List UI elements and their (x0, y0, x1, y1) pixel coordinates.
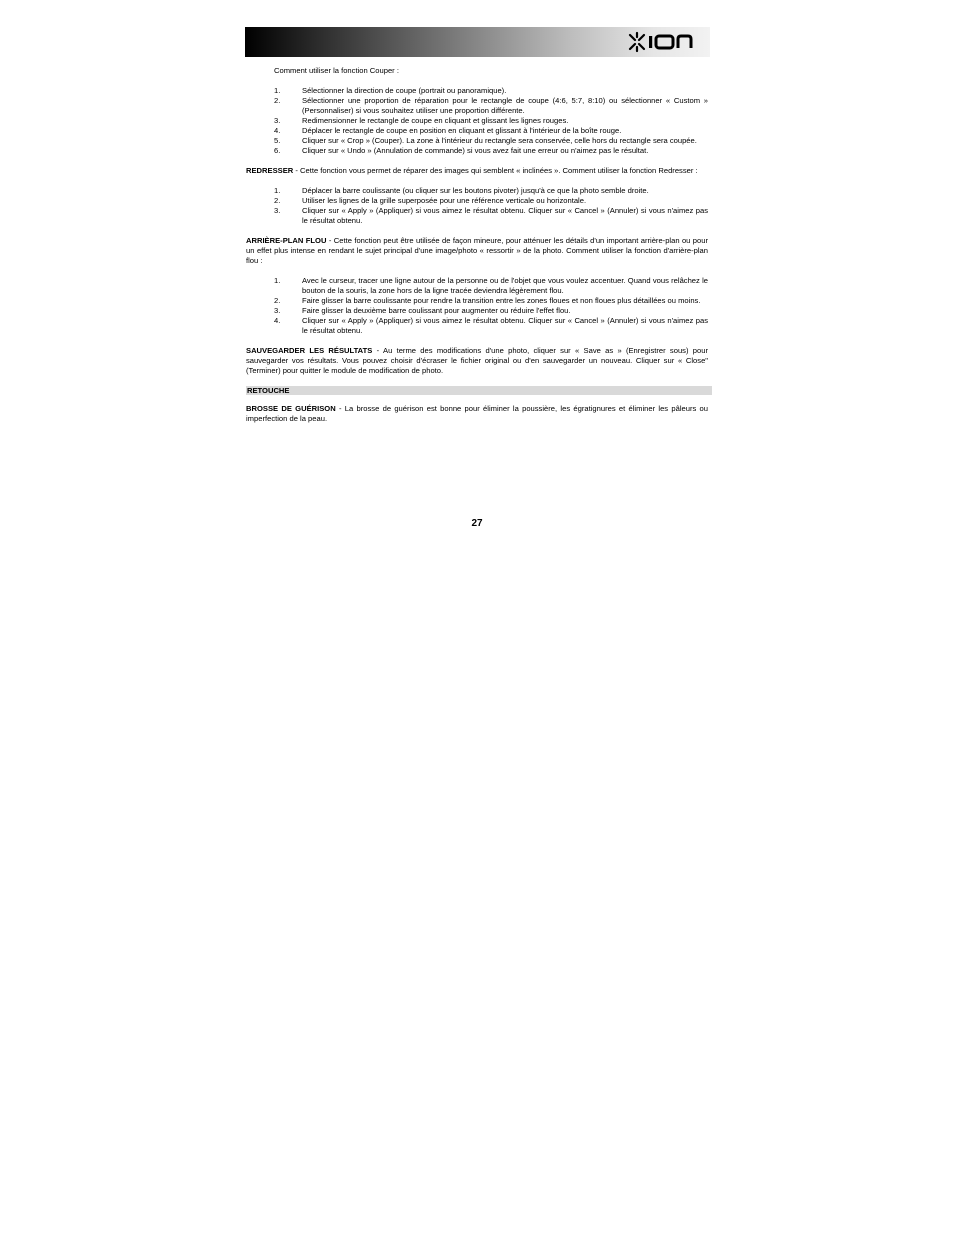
blur-title: ARRIÈRE-PLAN FLOU (246, 236, 327, 245)
step-number: 3. (274, 116, 281, 125)
step-number: 3. (274, 306, 281, 315)
straighten-body: - Cette fonction vous permet de réparer des images qui semblent « inclinées ». Comment utiliser la fonction Redresser : (293, 166, 698, 175)
step-text: Faire glisser la barre coulissante pour rendre la transition entre les zones floues et non floues plus détaillées ou moins. (302, 296, 701, 305)
list-item (246, 196, 708, 206)
straighten-paragraph (246, 166, 708, 176)
step-text: Déplacer le rectangle de coupe en position en cliquant et glissant à l'intérieur de la boîte rouge. (302, 126, 622, 135)
healing-paragraph (246, 404, 708, 424)
step-text: Sélectionner la direction de coupe (portrait ou panoramique). (302, 86, 507, 95)
step-number: 2. (274, 196, 281, 205)
manual-page-content (246, 66, 708, 434)
list-item (246, 146, 708, 156)
step-number: 3. (274, 206, 281, 215)
healing-body: - La brosse de guérison est bonne pour éliminer la poussière, les égratignures et éliminer les pâleurs ou imperfection de la peau. (246, 404, 709, 423)
step-number: 4. (274, 316, 281, 325)
step-text: Cliquer sur « Crop » (Couper). La zone à l'intérieur du rectangle sera conservée, celle hors du rectangle sera coupée. (302, 136, 697, 145)
step-number: 1. (274, 276, 281, 285)
header-band (245, 27, 710, 57)
list-item (246, 306, 708, 316)
step-text: Cliquer sur « Undo » (Annulation de commande) si vous avez fait une erreur ou n'aimez pas le résultat. (302, 146, 649, 155)
list-item (246, 86, 708, 96)
step-number: 1. (274, 86, 281, 95)
step-text: Déplacer la barre coulissante (ou cliquer sur les boutons pivoter) jusqu'à ce que la photo semble droite. (302, 186, 649, 195)
list-item (246, 186, 708, 196)
blur-body: - Cette fonction peut être utilisée de façon mineure, pour atténuer les détails d'un important arrière-plan ou pour un effet plus intense en rendant le sujet principal d'une image/photo « ressortir » de la photo. Comment utiliser la fonction d'arrière-plan flou : (246, 236, 708, 265)
crop-intro: Comment utiliser la fonction Couper : (274, 66, 399, 75)
step-number: 1. (274, 186, 281, 195)
step-text: Faire glisser la deuxième barre coulissant pour augmenter ou réduire l'effet flou. (302, 306, 571, 315)
save-paragraph (246, 346, 708, 376)
step-number: 2. (274, 296, 281, 305)
step-number: 4. (274, 126, 281, 135)
step-text: Redimensionner le rectangle de coupe en cliquant et glissant les lignes rouges. (302, 116, 569, 125)
crop-steps (246, 86, 708, 156)
step-number: 5. (274, 136, 281, 145)
blur-paragraph (246, 236, 708, 266)
step-text: Cliquer sur « Apply » (Appliquer) si vous aimez le résultat obtenu. Cliquer sur « Cancel » (Annuler) si vous n'aimez pas le résultat obtenu. (302, 206, 708, 225)
step-number: 6. (274, 146, 281, 155)
list-item (246, 276, 708, 296)
list-item (246, 206, 708, 226)
step-text: Sélectionner une proportion de réparation pour le rectangle de coupe (4:6, 5:7, 8:10) ou sélectionner « Custom » (Personnaliser) si vous souhaitez utiliser une proportion différente. (302, 96, 708, 115)
list-item (246, 296, 708, 306)
straighten-steps (246, 186, 708, 226)
save-title: SAUVEGARDER LES RÉSULTATS (246, 346, 373, 355)
save-body: - Au terme des modifications d'une photo, cliquer sur « Save as » (Enregistrer sous) pour sauvegarder vos résultats. Vous pouvez choisir d'écraser le fichier original ou d'en sauvegarder un nouveau. Cliquer sur « Close" (Terminer) pour quitter le module de modification de photo. (246, 346, 708, 375)
healing-title: BROSSE DE GUÉRISON (246, 404, 336, 413)
step-text: Cliquer sur « Apply » (Appliquer) si vous aimez le résultat obtenu. Cliquer sur « Cancel » (Annuler) si vous n'aimez pas le résultat obtenu. (302, 316, 708, 335)
page-number: 27 (471, 518, 483, 529)
step-text: Utiliser les lignes de la grille superposée pour une référence verticale ou horizontale. (302, 196, 587, 205)
list-item (246, 96, 708, 116)
blur-steps (246, 276, 708, 336)
list-item (246, 136, 708, 146)
list-item (246, 126, 708, 136)
step-text: Avec le curseur, tracer une ligne autour de la personne ou de l'objet que vous voulez accentuer. Quand vous relâchez le bouton de la souris, la zone hors de la ligne tracée deviendra légèrement flou. (302, 276, 708, 295)
ion-logo-icon (628, 31, 702, 53)
list-item (246, 116, 708, 126)
list-item (246, 316, 708, 336)
retouch-section-heading: RETOUCHE (246, 386, 712, 395)
ion-logo (628, 30, 702, 54)
straighten-title: REDRESSER (246, 166, 294, 175)
step-number: 2. (274, 96, 281, 105)
